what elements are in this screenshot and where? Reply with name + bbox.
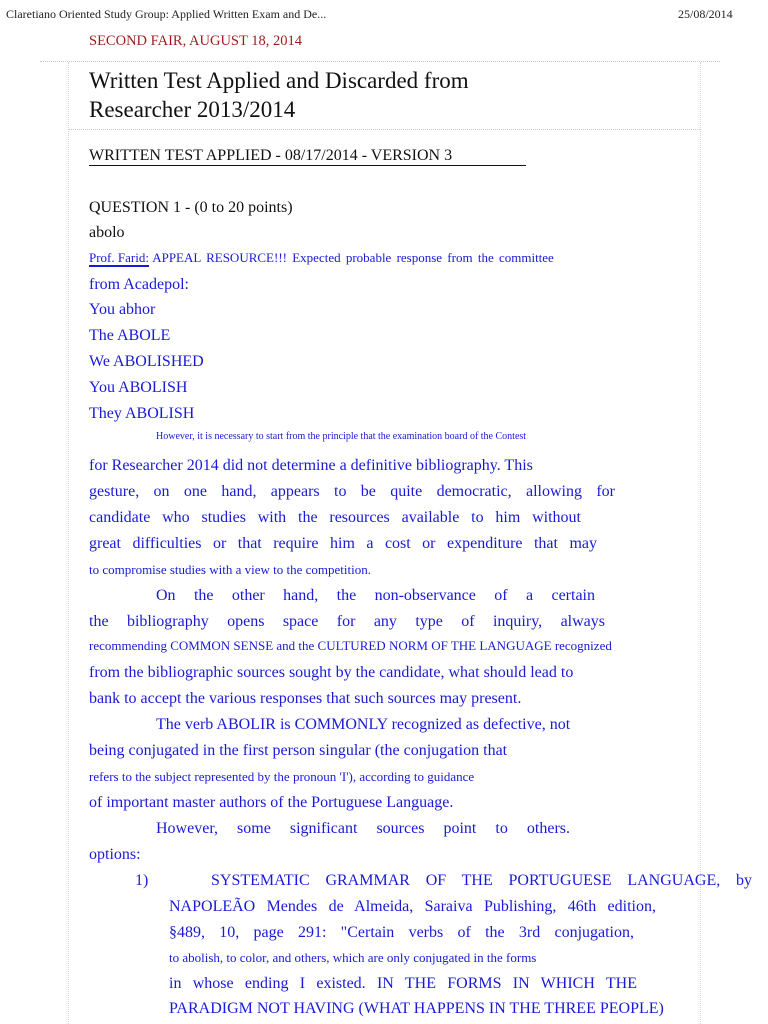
para1-line: candidate who studies with the resources available to him without [89, 509, 581, 526]
para2-line: bank to accept the various responses that such sources may present. [89, 690, 522, 707]
para2-line: the bibliography opens space for any type of inquiry, always [89, 613, 605, 630]
fair-heading: SECOND FAIR, AUGUST 18, 2014 [89, 33, 302, 49]
list-item-line: SYSTEMATIC GRAMMAR OF THE PORTUGUESE LANGUAGE, by [211, 872, 752, 889]
browser-page-title: Claretiano Oriented Study Group: Applied Written Exam and De... [6, 7, 327, 21]
question-heading: QUESTION 1 - (0 to 20 points) [89, 199, 293, 216]
conjugation-item: The ABOLE [89, 327, 171, 344]
para1-intro: However, it is necessary to start from the principle that the examination board of the Contest [156, 431, 527, 442]
prof-farid-text: APPEAL RESOURCE!!! Expected probable response from the committee [152, 250, 554, 265]
prof-farid-link[interactable]: Prof. Farid: [89, 250, 149, 265]
para1-line: great difficulties or that require him a cost or expenditure that may [89, 535, 597, 552]
list-item-small-line: to abolish, to color, and others, which are only conjugated in the forms [169, 950, 537, 965]
exam-subheading: WRITTEN TEST APPLIED - 08/17/2014 - VERSION 3 [89, 147, 526, 166]
from-acadepol: from Acadepol: [89, 276, 189, 293]
para3-small-line: refers to the subject represented by the pronoun 'I'), according to guidance [89, 769, 475, 784]
para2-small-line: recommending COMMON SENSE and the CULTURED NORM OF THE LANGUAGE recognized [89, 638, 612, 653]
title-divider [68, 129, 700, 130]
post-title-line2: Researcher 2013/2014 [89, 97, 296, 122]
question-word: abolo [89, 224, 125, 241]
para3-line: of important master authors of the Portuguese Language. [89, 794, 454, 811]
prof-farid-line [89, 249, 554, 266]
para2-line: On the other hand, the non-observance of a certain [156, 587, 595, 604]
para1-end: to compromise studies with a view to the competition. [89, 562, 371, 577]
para4-line: However, some significant sources point to others. [156, 820, 570, 837]
para4-line: options: [89, 846, 141, 863]
conjugation-item: You abhor [89, 301, 156, 318]
conjugation-item: You ABOLISH [89, 379, 188, 396]
para1-line: gesture, on one hand, appears to be quite democratic, allowing for [89, 483, 615, 500]
list-item-line: in whose ending I existed. IN THE FORMS IN WHICH THE [169, 975, 637, 992]
list-item-line: NAPOLEÃO Mendes de Almeida, Saraiva Publishing, 46th edition, [169, 898, 656, 915]
post-title-line1: Written Test Applied and Discarded from [89, 68, 469, 93]
para3-line: The verb ABOLIR is COMMONLY recognized as defective, not [156, 716, 571, 733]
list-item-number: 1) [135, 872, 149, 889]
list-item-line: §489, 10, page 291: "Certain verbs of the 3rd conjugation, [169, 924, 634, 941]
para2-line: from the bibliographic sources sought by the candidate, what should lead to [89, 664, 574, 681]
print-date: 25/08/2014 [678, 7, 733, 21]
conjugation-item: They ABOLISH [89, 405, 195, 422]
list-item-line: PARADIGM NOT HAVING (WHAT HAPPENS IN THE THREE PEOPLE) [169, 1000, 664, 1017]
left-border [68, 62, 69, 1024]
para3-line: being conjugated in the first person singular (the conjugation that [89, 742, 508, 759]
conjugation-item: We ABOLISHED [89, 353, 204, 370]
para1-line: for Researcher 2014 did not determine a definitive bibliography. This [89, 457, 533, 474]
top-divider [40, 61, 720, 62]
